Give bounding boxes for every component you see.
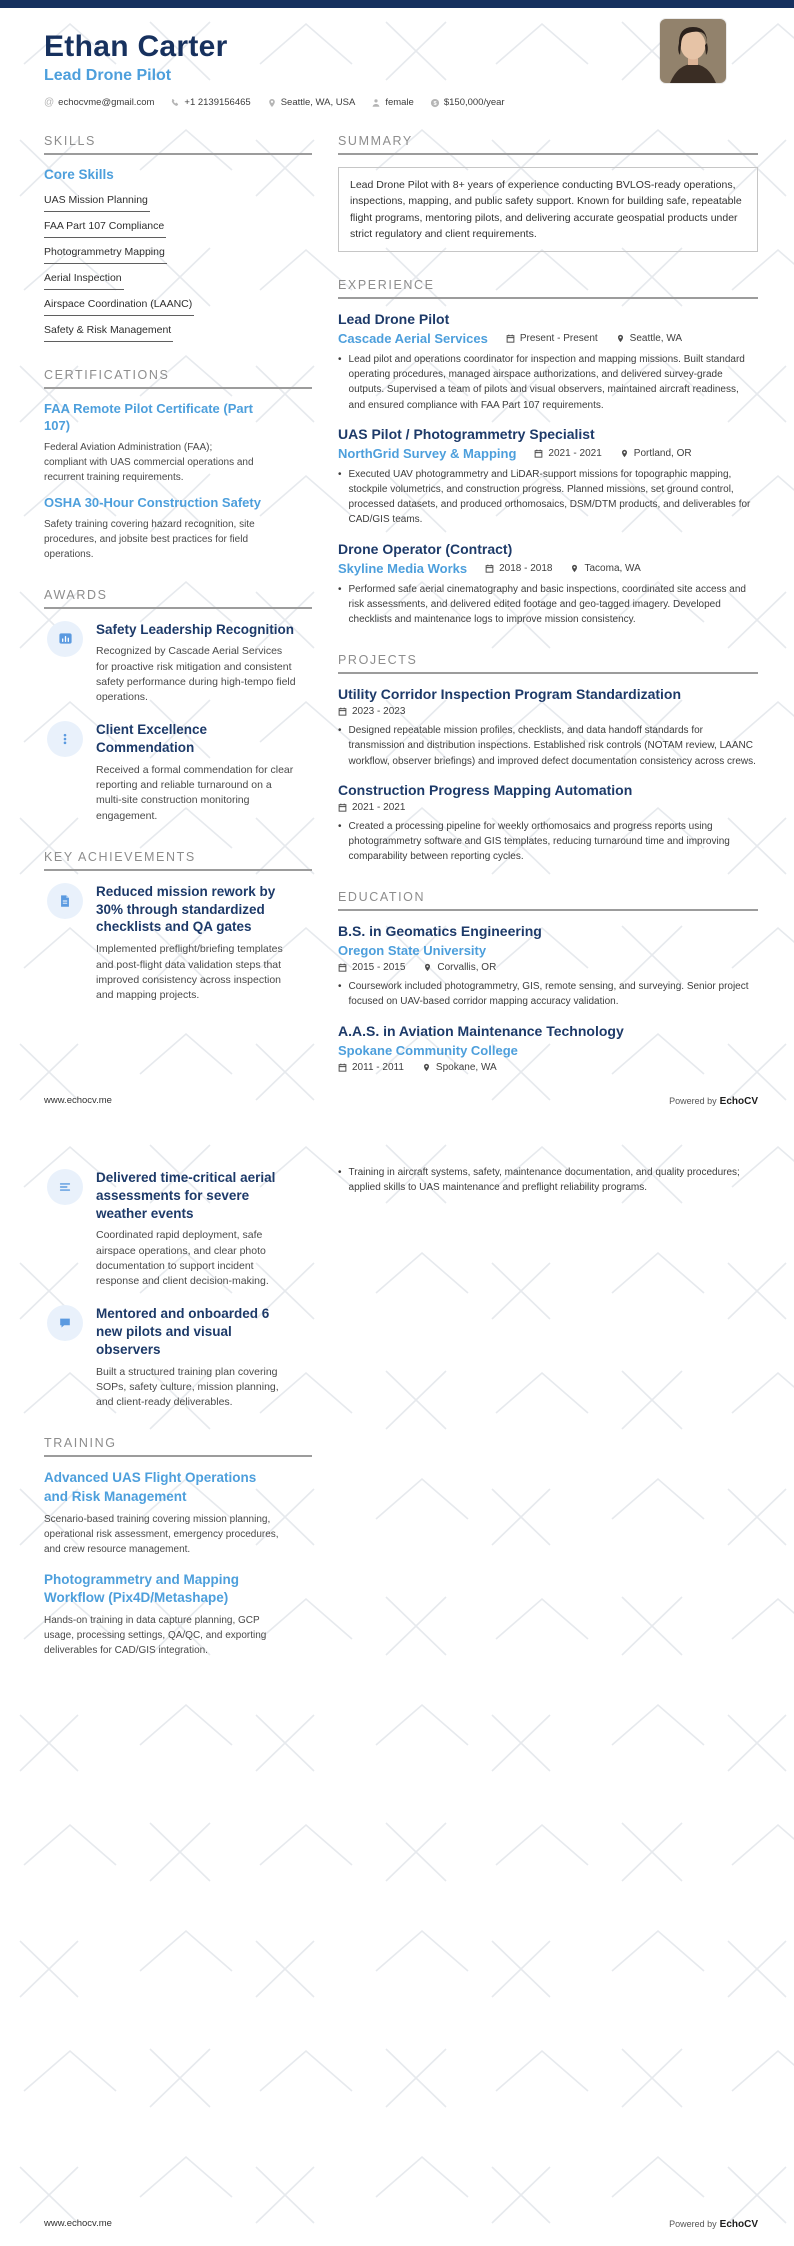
- calendar-icon: [485, 564, 494, 573]
- training-section: [44, 1436, 312, 1658]
- key-achievements-heading: KEY ACHIEVEMENTS: [44, 850, 312, 871]
- bullet-marker: •: [338, 725, 342, 737]
- footer-site-link[interactable]: www.echocv.me: [44, 2217, 112, 2229]
- location-pin-icon: [422, 1063, 431, 1072]
- calendar-icon: [338, 707, 347, 716]
- education-heading: EDUCATION: [338, 890, 758, 911]
- education-entry: [338, 923, 758, 1009]
- contact-salary-text: $150,000/year: [443, 97, 505, 108]
- document-icon: [47, 883, 83, 919]
- experience-dates-text: Present - Present: [519, 333, 598, 345]
- certification-title: FAA Remote Pilot Certificate (Part 107): [44, 401, 254, 433]
- award-title: Safety Leadership Recognition: [96, 621, 295, 637]
- email-icon: @: [44, 96, 55, 108]
- skills-section: [44, 134, 312, 342]
- profile-photo-image: [660, 19, 726, 83]
- projects-heading: PROJECTS: [338, 653, 758, 674]
- calendar-icon: [506, 334, 515, 343]
- location-pin-icon: [616, 334, 625, 343]
- key-achievements-continued: [44, 1169, 312, 1410]
- education-dates-text: 2015 - 2015: [352, 962, 406, 974]
- summary-section: [338, 134, 758, 252]
- contact-phone: [170, 97, 250, 108]
- achievement-item: [44, 1169, 312, 1289]
- contact-gender: [371, 97, 414, 108]
- education-degree: B.S. in Geomatics Engineering: [338, 923, 542, 940]
- award-item: [44, 721, 312, 824]
- person-job-title: Lead Drone Pilot: [44, 67, 172, 84]
- dollar-icon: [430, 98, 440, 108]
- resume-header: [0, 8, 794, 108]
- achievement-desc: Coordinated rapid deployment, safe airspace operations, and clear photo documentation to support incident response and client decision-making.: [96, 1229, 269, 1288]
- calendar-icon: [338, 803, 347, 812]
- project-bullet-text: Designed repeatable mission profiles, checklists, and data handoff standards for transmission and distribution inspections. Established risk controls (NOTAM review, LAANC workflow, observer briefings) and improved defect documentation consistency across crews.: [348, 725, 756, 767]
- experience-title: Lead Drone Pilot: [338, 311, 450, 328]
- experience-title: UAS Pilot / Photogrammetry Specialist: [338, 425, 595, 442]
- education-location-text: Corvallis, OR: [437, 962, 497, 974]
- footer-brand: EchoCV: [719, 1096, 758, 1107]
- experience-entry: [338, 541, 758, 628]
- location-pin-icon: [620, 449, 629, 458]
- experience-location: [570, 563, 640, 574]
- education-dates: [338, 1062, 404, 1073]
- skill-item: Safety & Risk Management: [44, 321, 173, 342]
- skill-item: FAA Part 107 Compliance: [44, 217, 166, 238]
- person-icon: [371, 98, 381, 108]
- bullet-marker: •: [338, 583, 342, 595]
- experience-dates: [485, 563, 552, 574]
- award-desc: Received a formal commendation for clear reporting and reliable turnaround on a multi-site construction monitoring engagement.: [96, 763, 294, 822]
- award-item: [44, 621, 312, 706]
- experience-company: NorthGrid Survey & Mapping: [338, 445, 517, 461]
- skills-heading: SKILLS: [44, 134, 312, 155]
- award-title: Client Excellence Commendation: [96, 722, 208, 756]
- education-school: Oregon State University: [338, 943, 487, 959]
- key-achievements-section: [44, 850, 312, 1003]
- certifications-section: [44, 368, 312, 562]
- dots-vertical-icon: [47, 721, 83, 757]
- achievement-desc: Implemented preflight/briefing templates and post-flight data validation steps that improved consistency across inspection and mapping projects.: [96, 943, 283, 1001]
- summary-heading: SUMMARY: [338, 134, 758, 155]
- experience-heading: EXPERIENCE: [338, 278, 758, 299]
- experience-dates-text: 2018 - 2018: [499, 562, 553, 574]
- sidebar-column: [44, 1165, 312, 1684]
- bullet-marker: •: [338, 1167, 342, 1178]
- project-dates: [338, 802, 405, 813]
- training-title: Advanced UAS Flight Operations and Risk Management: [44, 1470, 257, 1504]
- project-title: Utility Corridor Inspection Program Standardization: [338, 686, 682, 703]
- education-bullet-text: Training in aircraft systems, safety, maintenance documentation, and quality procedures; applied skills to UAS maintenance and preflight reliability programs.: [348, 1167, 740, 1194]
- contact-salary: [430, 97, 505, 108]
- certification-desc: Safety training covering hazard recognition, site procedures, and jobsite best practices for field operations.: [44, 518, 255, 560]
- calendar-icon: [338, 1063, 347, 1072]
- project-dates: [338, 706, 405, 717]
- training-item: [44, 1469, 312, 1556]
- footer-powered: [669, 1091, 758, 1109]
- footer-powered-prefix: Powered by: [669, 1096, 717, 1106]
- projects-section: [338, 653, 758, 864]
- experience-entry: [338, 311, 758, 413]
- training-desc: Scenario-based training covering mission planning, operational risk assessment, emergency procedures, and crew resource management.: [44, 1513, 279, 1555]
- project-entry: [338, 782, 758, 865]
- skill-item: Photogrammetry Mapping: [44, 243, 167, 264]
- education-location: [422, 1062, 497, 1073]
- experience-dates: [534, 448, 601, 459]
- certification-item: [44, 495, 312, 562]
- footer-powered: [669, 2214, 758, 2232]
- achievement-desc: Built a structured training plan covering SOPs, safety culture, mission planning, and client-ready deliverables.: [96, 1365, 279, 1409]
- calendar-icon: [534, 449, 543, 458]
- skill-item: Airspace Coordination (LAANC): [44, 295, 194, 316]
- bullet-marker: •: [338, 981, 342, 993]
- education-degree: A.A.S. in Aviation Maintenance Technology: [338, 1022, 624, 1039]
- footer-brand: EchoCV: [719, 2219, 758, 2230]
- bullet-marker: •: [338, 468, 342, 480]
- location-pin-icon: [423, 963, 432, 972]
- experience-company: Cascade Aerial Services: [338, 331, 488, 347]
- experience-dates-text: 2021 - 2021: [548, 447, 602, 459]
- achievement-item: [44, 883, 312, 1003]
- experience-section: [338, 278, 758, 627]
- training-heading: TRAINING: [44, 1436, 312, 1457]
- education-school: Spokane Community College: [338, 1042, 518, 1058]
- main-column: [338, 134, 758, 1099]
- achievement-title: Delivered time-critical aerial assessments for severe weather events: [96, 1170, 276, 1221]
- phone-icon: [170, 98, 180, 108]
- footer-powered-prefix: Powered by: [669, 2219, 717, 2229]
- experience-location: [620, 448, 692, 459]
- project-bullet-text: Created a processing pipeline for weekly orthomosaics and progress reports using photogrammetry software and GIS templates, reducing turnaround time and improving comparability between reporting cycles.: [348, 820, 730, 863]
- contact-phone-text: +1 2139156465: [184, 97, 251, 108]
- page-footer: [44, 1091, 758, 1109]
- skill-item: Aerial Inspection: [44, 269, 124, 290]
- achievement-title: Reduced mission rework by 30% through standardized checklists and QA gates: [96, 883, 276, 935]
- certification-desc: Federal Aviation Administration (FAA); compliant with UAS commercial operations and recurrent training requirements.: [44, 441, 254, 483]
- education-bullet-text: Coursework included photogrammetry, GIS, remote sensing, and surveying. Senior project focused on UAV-based corridor mapping accuracy validation.: [348, 981, 749, 1008]
- svg-text:$: $: [433, 100, 437, 107]
- contact-email-text: echocvme@gmail.com: [58, 97, 155, 108]
- certification-item: [44, 401, 312, 485]
- experience-bullet-text: Executed UAV photogrammetry and LiDAR-support missions for topographic mapping, stockpile volumetrics, and construction progress. Planned missions, set ground control, processed datasets, and produced orthomosaics, DSM/DTM products, and deliverables for CAD/GIS teams.: [348, 468, 751, 526]
- list-icon: [47, 1169, 83, 1205]
- education-section: [338, 890, 758, 1072]
- contact-location-text: Seattle, WA, USA: [280, 97, 356, 108]
- awards-section: [44, 588, 312, 824]
- contact-location: [267, 97, 356, 108]
- education-entry-continued: [338, 1165, 758, 1195]
- experience-location-text: Seattle, WA: [629, 333, 683, 345]
- contact-email[interactable]: [44, 97, 154, 108]
- calendar-icon: [338, 963, 347, 972]
- contact-row: [44, 97, 756, 108]
- experience-dates: [506, 333, 598, 344]
- profile-photo: [660, 19, 726, 83]
- education-dates: [338, 962, 405, 973]
- project-dates-text: 2021 - 2021: [352, 801, 406, 813]
- education-dates-text: 2011 - 2011: [352, 1061, 404, 1073]
- sidebar-column: [44, 134, 312, 1099]
- page-footer: [44, 2214, 758, 2232]
- experience-entry: [338, 426, 758, 528]
- experience-location-text: Portland, OR: [633, 447, 692, 459]
- chat-icon: [47, 1305, 83, 1341]
- achievement-title: Mentored and onboarded 6 new pilots and visual observers: [96, 1306, 270, 1357]
- education-entry: [338, 1023, 758, 1073]
- experience-bullet-text: Performed safe aerial cinematography and basic inspections, coordinated site access and risk assessments, and delivered edited footage and geo-tagged imagery. Developed checklists and maintenance logs to improve mission consistency.: [348, 583, 746, 625]
- education-location-text: Spokane, WA: [435, 1061, 497, 1073]
- experience-location-text: Tacoma, WA: [584, 562, 641, 574]
- certification-title: OSHA 30-Hour Construction Safety: [44, 494, 261, 510]
- experience-location: [616, 333, 682, 344]
- skill-item: UAS Mission Planning: [44, 191, 150, 212]
- project-entry: [338, 686, 758, 769]
- experience-company: Skyline Media Works: [338, 560, 468, 576]
- training-title: Photogrammetry and Mapping Workflow (Pix4D/Metashape): [44, 1571, 240, 1606]
- main-column: [338, 1165, 758, 1684]
- experience-bullet-text: Lead pilot and operations coordinator for inspection and mapping missions. Built standard operating procedures, managed airspace authorizations, and delivered survey-grade outputs. Supervised a team of pilots and visual observers, maintained aircraft readiness, and ensured compliance with FAA Part 107 requirements.: [348, 354, 745, 411]
- award-desc: Recognized by Cascade Aerial Services for proactive risk mitigation and consistent safety performance during high-tempo field operations.: [96, 645, 296, 704]
- project-dates-text: 2023 - 2023: [352, 706, 406, 718]
- training-item: [44, 1571, 312, 1658]
- skills-group-title: Core Skills: [44, 167, 114, 182]
- certifications-heading: CERTIFICATIONS: [44, 368, 312, 389]
- contact-gender-text: female: [385, 97, 414, 108]
- achievement-item: [44, 1305, 312, 1410]
- experience-title: Drone Operator (Contract): [338, 540, 513, 557]
- resume-page-2: [0, 1123, 794, 2246]
- top-accent-bar: [0, 0, 794, 8]
- summary-text: Lead Drone Pilot with 8+ years of experience conducting BVLOS-ready operations, inspections, mapping, and public safety support. Known for building safe, repeatable flight programs, mentoring pilots, and delivering accurate geospatial products under strict regulatory and client requirements.: [338, 167, 758, 252]
- footer-site-link[interactable]: www.echocv.me: [44, 1094, 112, 1106]
- project-title: Construction Progress Mapping Automation: [338, 781, 633, 798]
- bullet-marker: •: [338, 354, 342, 366]
- education-location: [423, 962, 496, 973]
- awards-heading: AWARDS: [44, 588, 312, 609]
- training-desc: Hands-on training in data capture planning, GCP usage, processing settings, QA/QC, and exporting deliverables for CAD/GIS integration.: [44, 1615, 267, 1657]
- bullet-marker: •: [338, 820, 342, 832]
- location-pin-icon: [570, 564, 579, 573]
- location-pin-icon: [267, 98, 277, 108]
- person-name: Ethan Carter: [44, 30, 228, 63]
- bar-chart-icon: [47, 621, 83, 657]
